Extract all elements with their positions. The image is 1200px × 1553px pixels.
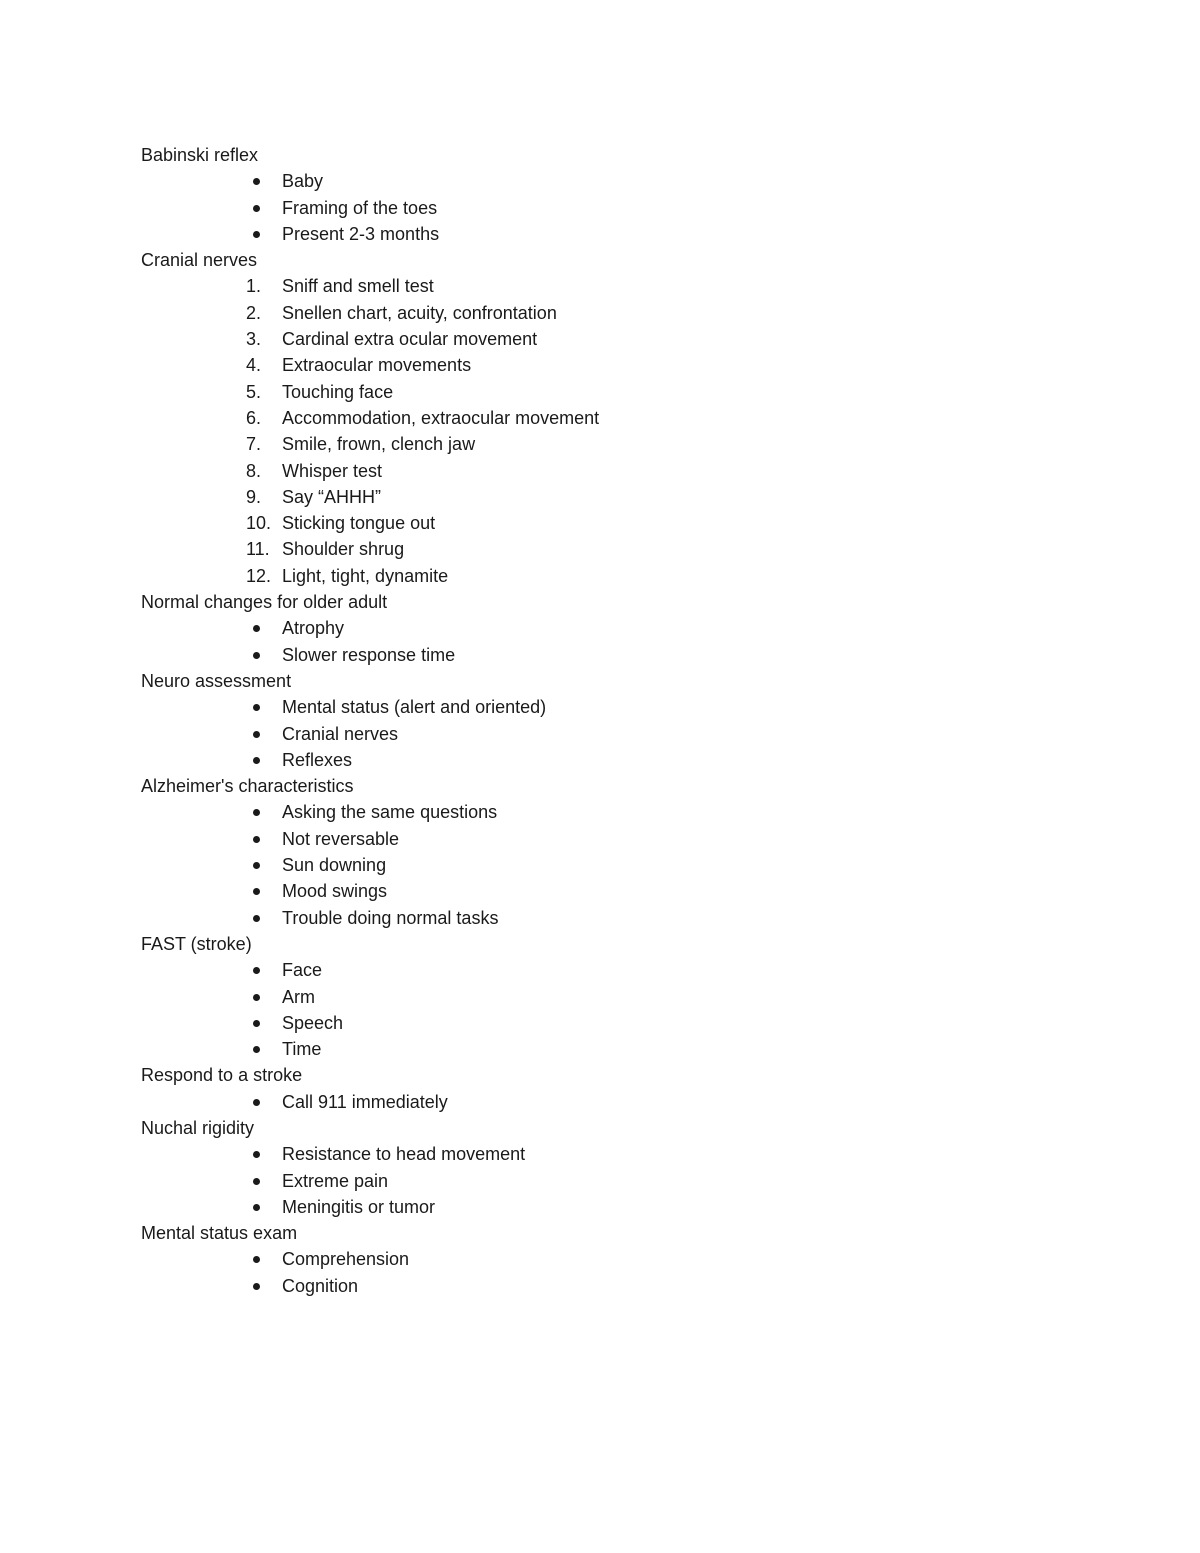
list-number: 12. (246, 565, 272, 586)
list-item-text: Cognition (282, 1275, 359, 1296)
bullet-icon (253, 652, 260, 659)
list-item-text: Snellen chart, acuity, confrontation (282, 302, 557, 323)
bullet-icon (253, 1178, 260, 1185)
list-item-text: Whisper test (282, 460, 383, 481)
list-item-text: Atrophy (282, 618, 345, 639)
bullet-icon (253, 178, 260, 185)
list-item-text: Cranial nerves (282, 723, 399, 744)
bullet-list-item (141, 984, 1041, 1010)
bullet-list-item (141, 957, 1041, 983)
list-item-text: Meningitis or tumor (282, 1196, 436, 1217)
numbered-list-item (141, 431, 1041, 457)
list-number: 6. (246, 407, 262, 428)
list-item-text: Extraocular movements (282, 355, 472, 376)
list-item-text: Extreme pain (282, 1170, 389, 1191)
numbered-list-item (141, 405, 1041, 431)
list-item-text: Call 911 immediately (282, 1091, 448, 1112)
list-item-text: Framing of the toes (282, 197, 438, 218)
list-item-text: Slower response time (282, 644, 456, 665)
numbered-list-item (141, 536, 1041, 562)
bullet-icon (253, 1099, 260, 1106)
list-item-text: Face (282, 960, 323, 981)
list-item-text: Mental status (alert and oriented) (282, 697, 547, 718)
bullet-icon (253, 704, 260, 711)
numbered-list-item (141, 484, 1041, 510)
section-heading: Respond to a stroke (141, 1065, 303, 1086)
bullet-list-item (141, 826, 1041, 852)
list-item-text: Shoulder shrug (282, 539, 405, 560)
numbered-list-item (141, 326, 1041, 352)
list-number: 9. (246, 486, 262, 507)
bullet-list-item (141, 747, 1041, 773)
list-item-text: Light, tight, dynamite (282, 565, 449, 586)
section-heading: FAST (stroke) (141, 933, 252, 954)
bullet-icon (253, 205, 260, 212)
bullet-list-item (141, 721, 1041, 747)
list-item-text: Arm (282, 986, 315, 1007)
numbered-list-item (141, 458, 1041, 484)
bullet-icon (253, 731, 260, 738)
bullet-icon (253, 231, 260, 238)
list-item-text: Trouble doing normal tasks (282, 907, 499, 928)
bullet-icon (253, 994, 260, 1001)
numbered-list-item (141, 300, 1041, 326)
bullet-icon (253, 1151, 260, 1158)
list-item-text: Accommodation, extraocular movement (282, 407, 600, 428)
bullet-list-item (141, 1168, 1041, 1194)
numbered-list-item (141, 379, 1041, 405)
list-item-text: Comprehension (282, 1249, 410, 1270)
section-heading: Alzheimer's characteristics (141, 776, 354, 797)
bullet-list-item (141, 1036, 1041, 1062)
list-item-text: Smile, frown, clench jaw (282, 434, 476, 455)
bullet-list-item (141, 195, 1041, 221)
bullet-icon (253, 625, 260, 632)
list-number: 11. (246, 539, 270, 560)
list-item-text: Asking the same questions (282, 802, 498, 823)
bullet-icon (253, 1046, 260, 1053)
bullet-list-item (141, 1010, 1041, 1036)
list-item-text: Cardinal extra ocular movement (282, 329, 538, 350)
bullet-icon (253, 1283, 260, 1290)
bullet-list-item (141, 694, 1041, 720)
bullet-icon (253, 967, 260, 974)
list-number: 7. (246, 434, 262, 455)
bullet-list-item (141, 878, 1041, 904)
list-item-text: Touching face (282, 381, 394, 402)
numbered-list-item (141, 273, 1041, 299)
numbered-list-item (141, 352, 1041, 378)
bullet-list-item (141, 168, 1041, 194)
bullet-icon (253, 862, 260, 869)
numbered-list-item (141, 563, 1041, 589)
list-item-text: Sun downing (282, 855, 387, 876)
list-item-text: Resistance to head movement (282, 1144, 526, 1165)
bullet-list-item (141, 1089, 1041, 1115)
bullet-list-item (141, 905, 1041, 931)
bullet-list-item (141, 221, 1041, 247)
section-heading: Babinski reflex (141, 145, 259, 165)
section-heading: Neuro assessment (141, 670, 292, 691)
list-item-text: Not reversable (282, 828, 400, 849)
bullet-icon (253, 757, 260, 764)
bullet-list-item (141, 642, 1041, 668)
bullet-list-item (141, 1194, 1041, 1220)
bullet-icon (253, 1256, 260, 1263)
list-item-text: Speech (282, 1012, 344, 1033)
bullet-icon (253, 836, 260, 843)
list-item-text: Sniff and smell test (282, 276, 434, 297)
list-item-text: Sticking tongue out (282, 513, 436, 534)
list-item-text: Present 2-3 months (282, 223, 440, 244)
list-item-text: Time (282, 1039, 322, 1060)
bullet-icon (253, 915, 260, 922)
list-number: 2. (246, 302, 262, 323)
bullet-list-item (141, 615, 1041, 641)
list-number: 3. (246, 329, 262, 350)
bullet-icon (253, 888, 260, 895)
numbered-list-item (141, 510, 1041, 536)
section-heading: Normal changes for older adult (141, 592, 388, 613)
list-number: 10. (246, 513, 272, 534)
section-heading: Nuchal rigidity (141, 1117, 255, 1138)
bullet-list-item (141, 799, 1041, 825)
list-item-text: Baby (282, 171, 324, 192)
list-number: 4. (246, 355, 262, 376)
bullet-list-item (141, 852, 1041, 878)
section-heading: Mental status exam (141, 1223, 298, 1244)
list-item-text: Say “AHHH” (282, 486, 382, 507)
bullet-list-item (141, 1273, 1041, 1299)
list-number: 5. (246, 381, 262, 402)
document-body (141, 142, 1041, 1299)
bullet-icon (253, 1204, 260, 1211)
bullet-icon (253, 1020, 260, 1027)
list-item-text: Mood swings (282, 881, 388, 902)
list-number: 8. (246, 460, 262, 481)
list-number: 1. (246, 276, 262, 297)
bullet-list-item (141, 1246, 1041, 1272)
list-item-text: Reflexes (282, 749, 353, 770)
section-heading: Cranial nerves (141, 250, 258, 271)
bullet-icon (253, 809, 260, 816)
bullet-list-item (141, 1141, 1041, 1167)
